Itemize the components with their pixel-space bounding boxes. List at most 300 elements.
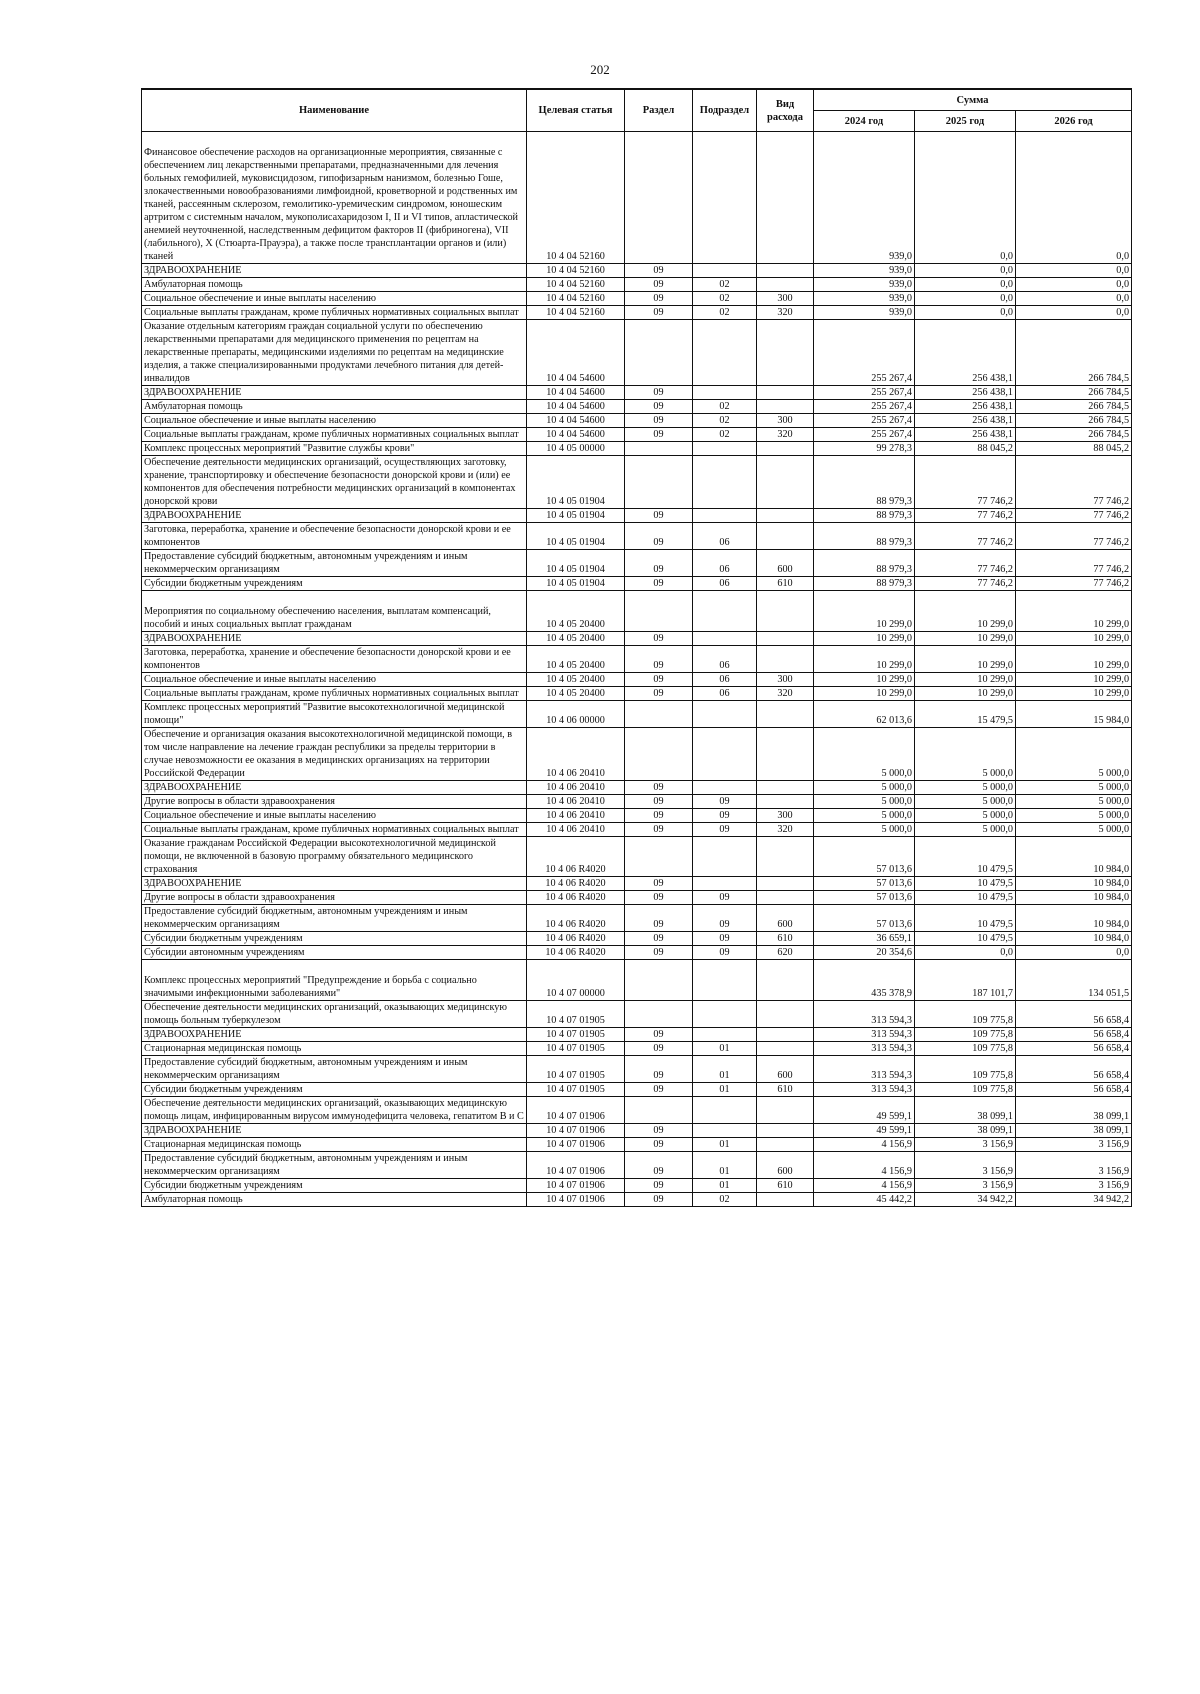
row-sum-2024: 88 979,3 [814,577,915,591]
table-row [142,1056,1132,1083]
row-target-code: 10 4 06 20410 [527,781,625,795]
row-section: 09 [625,946,693,960]
row-section [625,456,693,509]
row-sum-2025: 77 746,2 [915,550,1016,577]
row-section: 09 [625,414,693,428]
row-expense-type [757,456,814,509]
row-subsection: 02 [693,400,757,414]
row-sum-2025: 77 746,2 [915,509,1016,523]
row-target-code: 10 4 07 01906 [527,1193,625,1207]
table-row [142,1124,1132,1138]
row-target-code: 10 4 04 54600 [527,414,625,428]
table-row [142,687,1132,701]
row-name: Обеспечение деятельности медицинских организаций, оказывающих медицинскую помощь лицам, инфицированным вирусом иммунодефицита человека, гепатитом B и C [142,1097,527,1124]
row-target-code: 10 4 06 R4020 [527,932,625,946]
row-section [625,728,693,781]
row-sum-2025: 5 000,0 [915,795,1016,809]
row-section: 09 [625,577,693,591]
row-target-code: 10 4 06 R4020 [527,837,625,877]
row-name: Другие вопросы в области здравоохранения [142,795,527,809]
row-name: Социальное обеспечение и иные выплаты населению [142,292,527,306]
row-sum-2024: 20 354,6 [814,946,915,960]
row-subsection: 01 [693,1056,757,1083]
row-target-code: 10 4 04 54600 [527,386,625,400]
row-name: Предоставление субсидий бюджетным, автономным учреждениям и иным некоммерческим организациям [142,1152,527,1179]
row-sum-2026: 77 746,2 [1016,550,1132,577]
row-name: Социальные выплаты гражданам, кроме публичных нормативных социальных выплат [142,306,527,320]
row-sum-2024: 435 378,9 [814,960,915,1001]
row-target-code: 10 4 05 01904 [527,577,625,591]
row-sum-2025: 0,0 [915,306,1016,320]
header-2026: 2026 год [1016,111,1132,132]
row-target-code: 10 4 07 01905 [527,1001,625,1028]
row-sum-2024: 939,0 [814,306,915,320]
row-sum-2025: 10 479,5 [915,891,1016,905]
row-target-code: 10 4 04 52160 [527,306,625,320]
row-sum-2025: 256 438,1 [915,428,1016,442]
row-expense-type [757,1138,814,1152]
row-section: 09 [625,1083,693,1097]
row-section: 09 [625,1124,693,1138]
table-row [142,292,1132,306]
row-subsection [693,1124,757,1138]
row-name: Субсидии бюджетным учреждениям [142,577,527,591]
row-sum-2026: 266 784,5 [1016,428,1132,442]
row-section: 09 [625,1152,693,1179]
row-sum-2024: 99 278,3 [814,442,915,456]
row-section: 09 [625,428,693,442]
row-target-code: 10 4 05 20400 [527,673,625,687]
row-subsection: 02 [693,428,757,442]
row-target-code: 10 4 04 54600 [527,428,625,442]
table-row [142,400,1132,414]
row-target-code: 10 4 04 52160 [527,278,625,292]
header-2025: 2025 год [915,111,1016,132]
row-sum-2024: 313 594,3 [814,1083,915,1097]
row-target-code: 10 4 07 01906 [527,1152,625,1179]
row-subsection: 09 [693,891,757,905]
header-sum: Сумма [814,89,1132,111]
row-name: Обеспечение деятельности медицинских организаций, оказывающих медицинскую помощь больным туберкулезом [142,1001,527,1028]
row-target-code: 10 4 07 01906 [527,1138,625,1152]
row-expense-type [757,132,814,264]
row-name: Субсидии бюджетным учреждениям [142,932,527,946]
row-sum-2025: 10 299,0 [915,591,1016,632]
row-target-code: 10 4 04 52160 [527,292,625,306]
row-sum-2026: 10 299,0 [1016,673,1132,687]
table-row [142,673,1132,687]
row-sum-2025: 10 479,5 [915,877,1016,891]
row-name: Социальное обеспечение и иные выплаты населению [142,673,527,687]
row-name: Предоставление субсидий бюджетным, автономным учреждениям и иным некоммерческим организациям [142,1056,527,1083]
row-expense-type: 610 [757,577,814,591]
row-sum-2025: 34 942,2 [915,1193,1016,1207]
row-expense-type [757,795,814,809]
table-row [142,591,1132,632]
row-sum-2024: 57 013,6 [814,837,915,877]
row-sum-2024: 939,0 [814,132,915,264]
row-section: 09 [625,632,693,646]
row-name: Социальное обеспечение и иные выплаты населению [142,414,527,428]
row-sum-2024: 36 659,1 [814,932,915,946]
table-row [142,823,1132,837]
table-row [142,264,1132,278]
row-section: 09 [625,278,693,292]
row-subsection [693,837,757,877]
row-subsection: 06 [693,577,757,591]
row-subsection [693,442,757,456]
table-row [142,320,1132,386]
row-target-code: 10 4 07 01906 [527,1097,625,1124]
table-row [142,523,1132,550]
table-row [142,891,1132,905]
row-sum-2026: 77 746,2 [1016,577,1132,591]
row-target-code: 10 4 07 01905 [527,1028,625,1042]
table-row [142,1152,1132,1179]
header-section: Раздел [625,89,693,132]
row-name: Заготовка, переработка, хранение и обеспечение безопасности донорской крови и ее компонентов [142,523,527,550]
row-section: 09 [625,823,693,837]
row-expense-type: 300 [757,414,814,428]
row-sum-2026: 266 784,5 [1016,400,1132,414]
row-target-code: 10 4 05 20400 [527,646,625,673]
row-expense-type [757,1001,814,1028]
row-target-code: 10 4 04 52160 [527,264,625,278]
row-target-code: 10 4 05 20400 [527,632,625,646]
row-subsection: 06 [693,550,757,577]
row-sum-2026: 10 984,0 [1016,932,1132,946]
row-name: Субсидии автономным учреждениям [142,946,527,960]
row-name: ЗДРАВООХРАНЕНИЕ [142,1124,527,1138]
row-sum-2026: 3 156,9 [1016,1138,1132,1152]
row-section: 09 [625,781,693,795]
row-expense-type: 320 [757,823,814,837]
row-sum-2024: 57 013,6 [814,891,915,905]
table-row [142,1028,1132,1042]
row-subsection: 09 [693,823,757,837]
row-subsection: 09 [693,946,757,960]
row-target-code: 10 4 07 00000 [527,960,625,1001]
row-section: 09 [625,1028,693,1042]
row-section [625,320,693,386]
row-target-code: 10 4 06 20410 [527,809,625,823]
row-section: 09 [625,1179,693,1193]
row-expense-type [757,1028,814,1042]
row-subsection [693,781,757,795]
row-sum-2024: 939,0 [814,292,915,306]
row-sum-2026: 56 658,4 [1016,1042,1132,1056]
row-sum-2024: 4 156,9 [814,1138,915,1152]
row-subsection [693,509,757,523]
row-expense-type: 320 [757,687,814,701]
row-sum-2026: 0,0 [1016,132,1132,264]
row-sum-2024: 313 594,3 [814,1056,915,1083]
row-sum-2025: 10 299,0 [915,673,1016,687]
row-sum-2026: 134 051,5 [1016,960,1132,1001]
row-sum-2024: 4 156,9 [814,1152,915,1179]
row-subsection [693,386,757,400]
row-name: Субсидии бюджетным учреждениям [142,1179,527,1193]
row-sum-2025: 3 156,9 [915,1179,1016,1193]
row-name: Амбулаторная помощь [142,278,527,292]
row-section: 09 [625,809,693,823]
row-expense-type [757,877,814,891]
row-section: 09 [625,1056,693,1083]
row-section: 09 [625,292,693,306]
row-sum-2024: 255 267,4 [814,400,915,414]
row-sum-2024: 49 599,1 [814,1124,915,1138]
table-row [142,632,1132,646]
table-row [142,960,1132,1001]
row-subsection: 09 [693,795,757,809]
row-sum-2026: 10 984,0 [1016,837,1132,877]
row-sum-2026: 10 299,0 [1016,591,1132,632]
row-name: Амбулаторная помощь [142,1193,527,1207]
header-target: Целевая статья [527,89,625,132]
row-sum-2025: 10 299,0 [915,646,1016,673]
row-sum-2025: 38 099,1 [915,1124,1016,1138]
row-name: ЗДРАВООХРАНЕНИЕ [142,264,527,278]
row-sum-2024: 5 000,0 [814,795,915,809]
header-2024: 2024 год [814,111,915,132]
row-subsection: 09 [693,932,757,946]
row-section [625,1001,693,1028]
row-expense-type: 320 [757,428,814,442]
row-sum-2025: 109 775,8 [915,1056,1016,1083]
row-sum-2026: 5 000,0 [1016,728,1132,781]
row-target-code: 10 4 07 01906 [527,1179,625,1193]
row-expense-type: 600 [757,1152,814,1179]
row-sum-2026: 10 984,0 [1016,891,1132,905]
row-sum-2024: 939,0 [814,278,915,292]
row-sum-2026: 38 099,1 [1016,1124,1132,1138]
row-target-code: 10 4 05 01904 [527,456,625,509]
row-subsection [693,264,757,278]
row-section [625,837,693,877]
row-expense-type [757,1097,814,1124]
row-sum-2024: 313 594,3 [814,1001,915,1028]
row-section: 09 [625,673,693,687]
row-sum-2025: 0,0 [915,132,1016,264]
row-sum-2025: 10 479,5 [915,837,1016,877]
row-sum-2025: 10 299,0 [915,632,1016,646]
row-sum-2026: 5 000,0 [1016,823,1132,837]
row-sum-2025: 5 000,0 [915,781,1016,795]
row-subsection: 01 [693,1138,757,1152]
row-expense-type [757,591,814,632]
header-expense-type: Вид расхода [757,89,814,132]
row-expense-type: 300 [757,673,814,687]
row-name: ЗДРАВООХРАНЕНИЕ [142,509,527,523]
row-expense-type: 320 [757,306,814,320]
row-sum-2026: 56 658,4 [1016,1056,1132,1083]
row-sum-2025: 109 775,8 [915,1001,1016,1028]
table-row [142,132,1132,264]
row-target-code: 10 4 05 01904 [527,523,625,550]
row-section: 09 [625,264,693,278]
row-subsection [693,1028,757,1042]
row-sum-2025: 109 775,8 [915,1083,1016,1097]
row-target-code: 10 4 07 01905 [527,1056,625,1083]
table-row [142,442,1132,456]
row-sum-2024: 255 267,4 [814,386,915,400]
row-expense-type [757,264,814,278]
row-sum-2025: 0,0 [915,292,1016,306]
row-sum-2024: 57 013,6 [814,877,915,891]
row-sum-2026: 88 045,2 [1016,442,1132,456]
row-sum-2026: 3 156,9 [1016,1152,1132,1179]
row-subsection [693,701,757,728]
row-sum-2026: 38 099,1 [1016,1097,1132,1124]
page-number: 202 [590,62,610,77]
row-name: Комплекс процессных мероприятий "Развитие высокотехнологичной медицинской помощи" [142,701,527,728]
row-sum-2025: 0,0 [915,946,1016,960]
row-sum-2024: 255 267,4 [814,428,915,442]
row-name: Предоставление субсидий бюджетным, автономным учреждениям и иным некоммерческим организациям [142,550,527,577]
table-row [142,1097,1132,1124]
row-sum-2026: 10 299,0 [1016,646,1132,673]
row-sum-2025: 5 000,0 [915,823,1016,837]
row-section: 09 [625,646,693,673]
row-expense-type [757,509,814,523]
row-sum-2025: 109 775,8 [915,1042,1016,1056]
table-row [142,877,1132,891]
table-row [142,577,1132,591]
row-sum-2024: 62 013,6 [814,701,915,728]
table-row [142,306,1132,320]
table-row [142,1001,1132,1028]
row-section [625,591,693,632]
row-section [625,701,693,728]
row-sum-2024: 5 000,0 [814,781,915,795]
row-sum-2025: 256 438,1 [915,400,1016,414]
row-sum-2026: 56 658,4 [1016,1001,1132,1028]
row-name: Обеспечение деятельности медицинских организаций, осуществляющих заготовку, хранение, транспортировку и обеспечение безопасности донорской крови и (или) ее компонентов для обеспечения потребности медицинских организаций в компонентах донорской крови [142,456,527,509]
row-section: 09 [625,1042,693,1056]
row-subsection [693,132,757,264]
row-section: 09 [625,905,693,932]
row-name: Субсидии бюджетным учреждениям [142,1083,527,1097]
row-expense-type [757,442,814,456]
row-subsection: 06 [693,687,757,701]
row-sum-2025: 256 438,1 [915,414,1016,428]
row-target-code: 10 4 06 20410 [527,795,625,809]
row-section: 09 [625,891,693,905]
row-sum-2025: 77 746,2 [915,523,1016,550]
row-expense-type: 610 [757,932,814,946]
row-sum-2025: 38 099,1 [915,1097,1016,1124]
budget-table [141,88,1132,1207]
table-row [142,1138,1132,1152]
row-sum-2025: 10 479,5 [915,932,1016,946]
row-sum-2024: 88 979,3 [814,523,915,550]
row-target-code: 10 4 06 R4020 [527,905,625,932]
row-expense-type [757,1193,814,1207]
row-name: Заготовка, переработка, хранение и обеспечение безопасности донорской крови и ее компонентов [142,646,527,673]
row-section: 09 [625,795,693,809]
row-expense-type [757,646,814,673]
table-row [142,701,1132,728]
row-name: Социальные выплаты гражданам, кроме публичных нормативных социальных выплат [142,428,527,442]
row-sum-2026: 77 746,2 [1016,523,1132,550]
row-expense-type: 600 [757,550,814,577]
row-sum-2025: 77 746,2 [915,456,1016,509]
row-expense-type: 610 [757,1179,814,1193]
row-sum-2026: 0,0 [1016,264,1132,278]
row-sum-2026: 266 784,5 [1016,320,1132,386]
row-expense-type [757,837,814,877]
row-sum-2025: 5 000,0 [915,809,1016,823]
row-sum-2024: 939,0 [814,264,915,278]
row-name: Комплекс процессных мероприятий "Предупреждение и борьба с социально значимыми инфекционными заболеваниями" [142,960,527,1001]
row-sum-2025: 3 156,9 [915,1152,1016,1179]
row-sum-2024: 255 267,4 [814,414,915,428]
table-row [142,837,1132,877]
table-row [142,386,1132,400]
row-expense-type [757,386,814,400]
table-row [142,550,1132,577]
row-section: 09 [625,386,693,400]
row-section: 09 [625,523,693,550]
row-expense-type [757,400,814,414]
row-name: ЗДРАВООХРАНЕНИЕ [142,386,527,400]
row-section: 09 [625,400,693,414]
row-subsection: 01 [693,1083,757,1097]
row-sum-2026: 10 299,0 [1016,687,1132,701]
row-target-code: 10 4 05 01904 [527,550,625,577]
row-name: Другие вопросы в области здравоохранения [142,891,527,905]
row-sum-2026: 5 000,0 [1016,795,1132,809]
row-sum-2024: 10 299,0 [814,646,915,673]
row-sum-2025: 0,0 [915,264,1016,278]
row-expense-type: 600 [757,1056,814,1083]
row-target-code: 10 4 06 20410 [527,823,625,837]
row-expense-type [757,523,814,550]
row-subsection: 06 [693,673,757,687]
table-row [142,1083,1132,1097]
table-row [142,809,1132,823]
row-sum-2024: 88 979,3 [814,509,915,523]
row-name: Амбулаторная помощь [142,400,527,414]
row-name: Социальные выплаты гражданам, кроме публичных нормативных социальных выплат [142,823,527,837]
header-subsection: Подраздел [693,89,757,132]
row-subsection: 01 [693,1152,757,1179]
row-expense-type [757,1124,814,1138]
table-row [142,646,1132,673]
row-name: Социальные выплаты гражданам, кроме публичных нормативных социальных выплат [142,687,527,701]
row-target-code: 10 4 05 20400 [527,687,625,701]
row-subsection: 02 [693,292,757,306]
row-name: ЗДРАВООХРАНЕНИЕ [142,632,527,646]
row-sum-2026: 3 156,9 [1016,1179,1132,1193]
row-expense-type: 610 [757,1083,814,1097]
row-subsection [693,591,757,632]
row-sum-2026: 5 000,0 [1016,781,1132,795]
row-sum-2024: 5 000,0 [814,823,915,837]
row-target-code: 10 4 04 52160 [527,132,625,264]
table-row [142,795,1132,809]
row-sum-2025: 15 479,5 [915,701,1016,728]
row-sum-2024: 313 594,3 [814,1028,915,1042]
row-expense-type [757,960,814,1001]
row-section: 09 [625,1138,693,1152]
table-row [142,1042,1132,1056]
row-target-code: 10 4 07 01905 [527,1042,625,1056]
row-section [625,1097,693,1124]
row-subsection: 02 [693,278,757,292]
row-sum-2024: 5 000,0 [814,728,915,781]
row-sum-2025: 256 438,1 [915,320,1016,386]
